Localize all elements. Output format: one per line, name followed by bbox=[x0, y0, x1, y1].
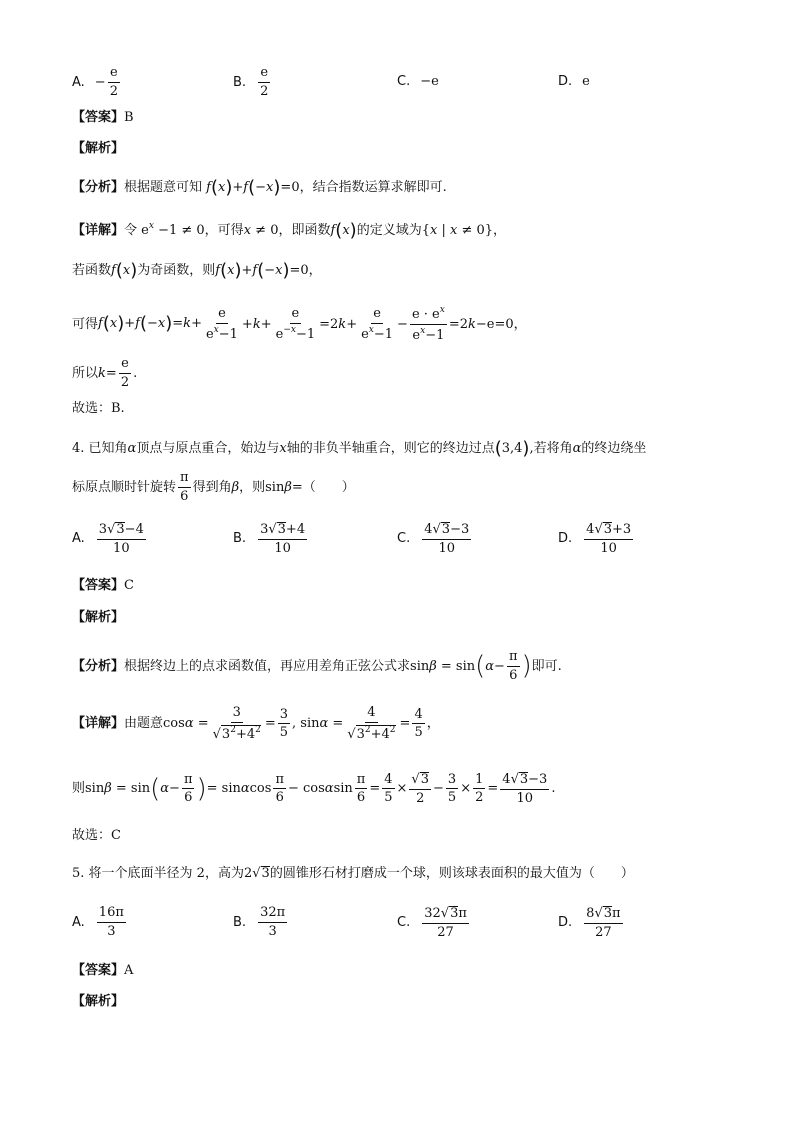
q3-xiangjie-line1: 【详解】令 $e^x -1 \ne 0$，可得x ≠ 0，即函数f(x)的定义域为{x | x ≠ 0}， bbox=[72, 220, 507, 241]
q3-line5: 所以 k = $\frac{e}{2}$ . bbox=[72, 356, 138, 390]
q3-analysis-tag: 【解析】 bbox=[72, 141, 125, 156]
q4-option-b: B. $\frac{3√3+4}{10}$ bbox=[233, 522, 306, 556]
q4-fenxi: 【分析】 根据终边上的点求函数值，再应用差角正弦公式求 sinβ = sin ( α − $\frac{\pi}{6}$ ) 即可. bbox=[72, 649, 562, 683]
q4-xiangjie: 【详解】 由题意 cosα = $\frac{3}{√3^2+4^2}$ = $\frac{3}{5}$ , sinα = $\frac{4}{√3^2+4^2}$ = $\frac{4}{5}$ ， bbox=[72, 705, 440, 742]
q4-guxuan: 故选：C bbox=[72, 828, 121, 843]
q3-fenxi: 【分析】根据题意可知 f(x)+f(−x)=0，结合指数运算求解即可. bbox=[72, 177, 447, 198]
q4-answer: 【答案】C bbox=[72, 578, 134, 593]
q3-option-b: B. $\frac{e}{2}$ bbox=[233, 65, 269, 99]
fraction: $\frac{e}{2}$ bbox=[109, 65, 118, 99]
q4-stem-line1: 4. 已知角α顶点与原点重合，始边与x轴的非负半轴重合，则它的终边过点(3,4),若将角α的终边绕坐 bbox=[72, 438, 647, 459]
q3-answer: 【答案】B bbox=[72, 110, 134, 125]
q4-ze-line: 则 sinβ = sin ( α − $\frac{\pi}{6}$ ) = sinαcos $\frac{\pi}{6}$ − cosαsin $\frac{\pi}{6}$ = $\frac{4}{5}$ × $\frac{√3}{2}$ − $\frac{3}{5}$ × $\frac{1}{2}$ = $\frac{4√3-3}{10}$ . bbox=[72, 771, 556, 806]
q5-stem: 5. 将一个底面半径为 2，高为2√3的圆锥形石材打磨成一个球，则该球表面积的最大值为（ ） bbox=[72, 866, 634, 881]
q5-option-a: A. $\frac{16\pi}{3}$ bbox=[72, 905, 124, 939]
q3-guxuan: 故选：B. bbox=[72, 401, 125, 416]
q5-answer: 【答案】A bbox=[72, 963, 134, 978]
q3-line3: 若函数f(x)为奇函数，则f(x)+f(−x)=0， bbox=[72, 260, 322, 281]
q3-option-d: D. e bbox=[558, 74, 590, 89]
q5-option-b: B. $\frac{32\pi}{3}$ bbox=[233, 905, 286, 939]
q5-option-c: C. $\frac{32√3\pi}{27}$ bbox=[397, 906, 467, 940]
q3-option-c: C. −e bbox=[397, 74, 439, 89]
q4-option-c: C. $\frac{4√3-3}{10}$ bbox=[397, 522, 470, 556]
q5-analysis-tag: 【解析】 bbox=[72, 994, 125, 1009]
q4-option-a: A. $\frac{3√3-4}{10}$ bbox=[72, 522, 144, 556]
q4-option-d: D. $\frac{4√3+3}{10}$ bbox=[558, 522, 632, 556]
q3-line4: 可得 f(x)+f(−x)=k+ $\frac{e}{e^x-1}$ +k+ $\frac{e}{e^{-x}-1}$ =2k+ $\frac{e}{e^x-1}$ − $\frac{e \cdot e^x}{e^x-1}$ =2k−e=0， bbox=[72, 305, 527, 343]
fraction: $\frac{e}{2}$ bbox=[260, 65, 269, 99]
q4-analysis-tag: 【解析】 bbox=[72, 610, 125, 625]
q4-stem-line2: 标原点顺时针旋转 $\frac{\pi}{6}$ 得到角 β ，则 sin β = （ ） bbox=[72, 470, 355, 504]
q5-option-d: D. $\frac{8√3\pi}{27}$ bbox=[558, 906, 621, 940]
q3-option-a: A. − $\frac{e}{2}$ bbox=[72, 65, 118, 99]
